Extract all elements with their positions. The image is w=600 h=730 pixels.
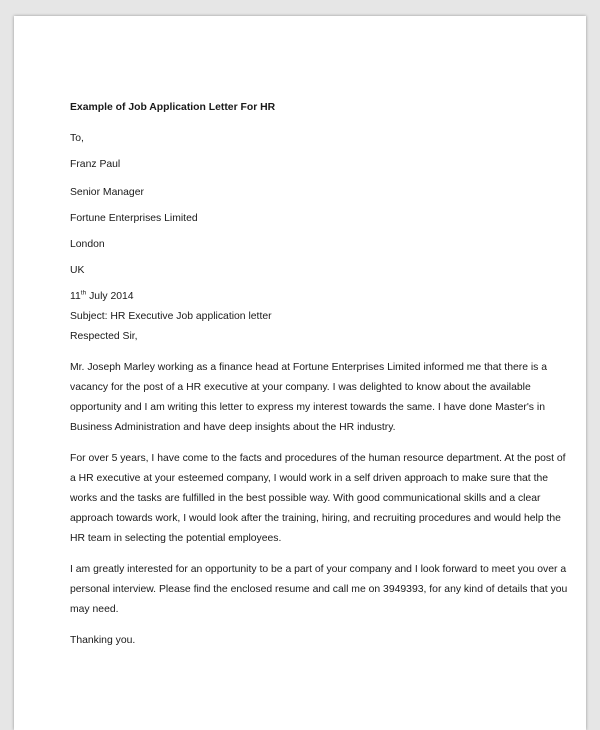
letter-subject: Subject: HR Executive Job application letter: [70, 311, 272, 322]
letter-closing: Thanking you.: [70, 635, 136, 646]
paragraph-line: Mr. Joseph Marley working as a finance head at Fortune Enterprises Limited informed me that there is a: [70, 362, 548, 373]
paragraph-line: I am greatly interested for an opportunity to be a part of your company and I look forward to meet you over a: [70, 564, 567, 575]
paragraph-line: a HR executive at your esteemed company, I would work in a self driven approach to make sure that the: [70, 473, 549, 484]
paragraph-line: opportunity and I am writing this letter to express my interest towards the same. I have done Master's in: [70, 402, 545, 413]
paragraph-line: For over 5 years, I have come to the facts and procedures of the human resource department. At the post of: [70, 453, 566, 464]
paragraph-1: [70, 358, 550, 438]
paragraph-3: [70, 560, 568, 620]
recipient-country: UK: [70, 265, 85, 276]
paragraph-line: HR team in selecting the potential employees.: [70, 533, 282, 544]
letter-title: Example of Job Application Letter For HR: [70, 102, 276, 113]
paragraph-2: [70, 449, 566, 549]
paragraph-line: works and the tasks are fulfilled in the best possible way. With good communicational skills and a clear: [70, 493, 541, 504]
paragraph-line: may need.: [70, 604, 119, 615]
document-page: [14, 16, 586, 730]
paragraph-line: personal interview. Please find the enclosed resume and call me on 3949393, for any kind of details that you: [70, 584, 568, 595]
recipient-title: Senior Manager: [70, 187, 144, 198]
paragraph-line: approach towards work, I would look after the training, hiring, and recruiting procedures and would help the: [70, 513, 561, 524]
paragraph-line: vacancy for the post of a HR executive at your company. I was delighted to know about the available: [70, 382, 531, 393]
recipient-name: Franz Paul: [70, 159, 121, 170]
paragraph-line: Business Administration and have deep insights about the HR industry.: [70, 422, 396, 433]
letter-date: [70, 287, 550, 307]
recipient-city: London: [70, 239, 105, 250]
date-day: 11: [70, 291, 81, 302]
letter-body: [70, 98, 568, 651]
salutation-to: To,: [70, 133, 84, 144]
date-suffix: th: [80, 289, 87, 297]
letter-greeting: Respected Sir,: [70, 331, 138, 342]
date-rest: July 2014: [86, 291, 134, 302]
recipient-company: Fortune Enterprises Limited: [70, 213, 198, 224]
